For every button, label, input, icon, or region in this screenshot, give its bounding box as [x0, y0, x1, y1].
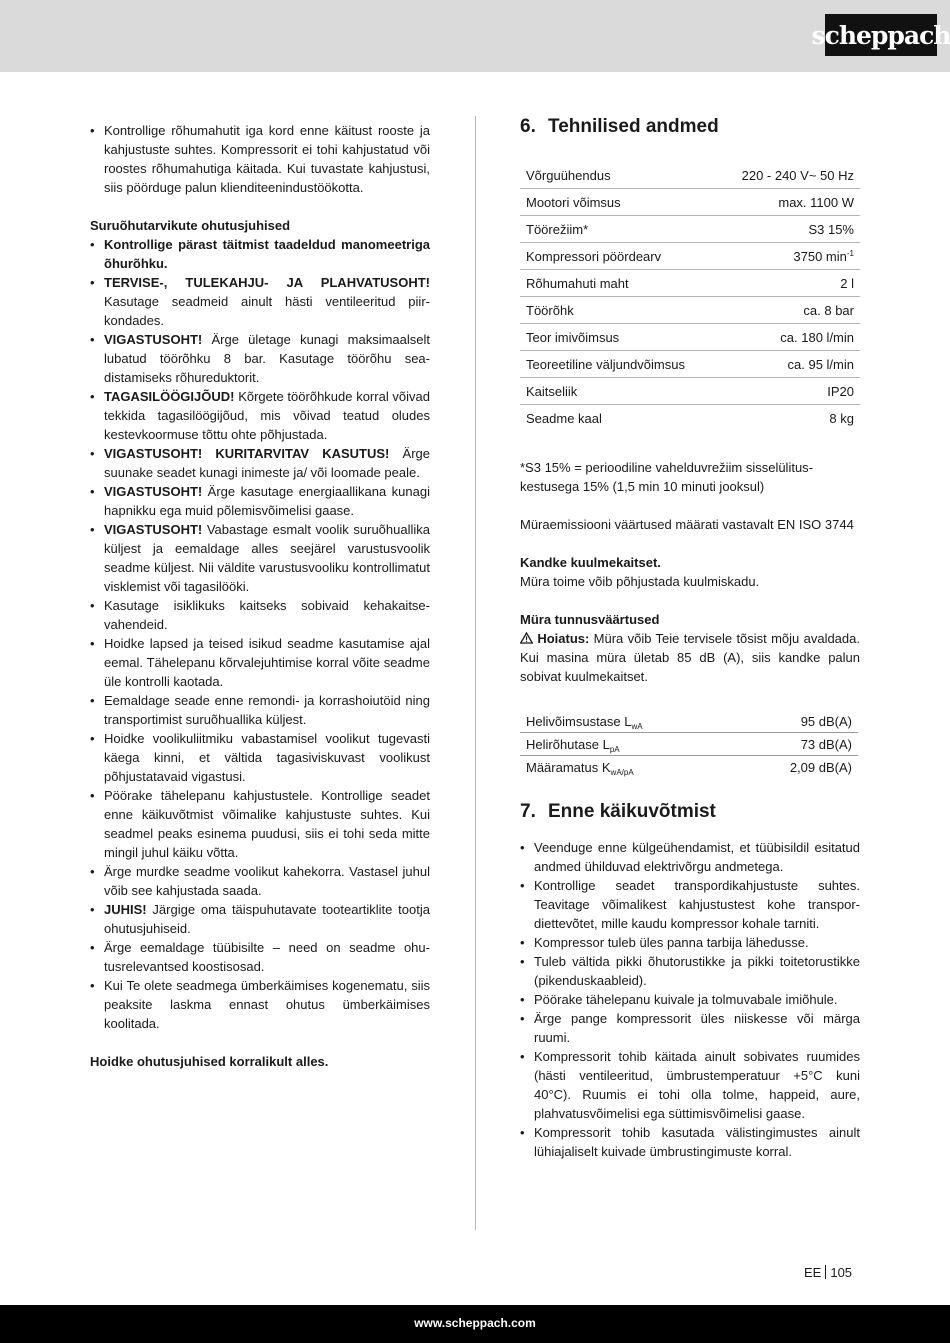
ear-protection-text: Müra toime võib põhjustada kuulmiskadu. — [520, 574, 760, 589]
footer-url: www.scheppach.com — [414, 1316, 536, 1330]
safety-list — [90, 235, 430, 1033]
noise-warning: Hoiatus: Müra võib Teie tervisele tõsist mõju avaldada. Kui masina müra ületab 85 dB (A), siis kandke palun sobivat kuulmekaitset. — [520, 631, 860, 684]
noise-standard: Müraemissiooni väärtused määrati vastavalt EN ISO 3744 — [520, 517, 854, 532]
list-item: • Kontrollige rõhumahutit iga kord enne käitust rooste ja kahjustuste suhtes. Kompressorit ei tohi kahjustatud või roostes rõhumahutiga käitada. Kui tuvastate kahjustusi, siis pöörduge palun klienditeenindustöökotta. — [90, 121, 430, 197]
table-row: Kaitseliik IP20 — [520, 378, 860, 405]
list-item: • VIGASTUSOHT! Ärge kasutage energiaallikana kunagi hapnikku ega muid põlemisvõimelisi gaase. — [90, 482, 430, 520]
table-row: Töörõhk ca. 8 bar — [520, 297, 860, 324]
table-row: Kompressori pöördearv 3750 $\min^{-1}$ — [520, 243, 860, 270]
table-row: Helirõhutase $L_{pA}$ 73 dB(A) — [520, 733, 858, 756]
ear-protection-heading: Kandke kuulmekaitset. — [520, 555, 661, 570]
list-item: • Pöörake tähelepanu kahjustustele. Kontrollige seadet enne käikuvõtmist võimalike kahjustuste suhtes. Kui seadmel peaks esinema puudusi, siis ei tohi seda mitte mingil juhul käiku võtta. — [90, 786, 430, 862]
list-item: • TERVISE-, TULEKAHJU- JA PLAHVATUSOHT! Kasutage seadmeid ainult hästi ventileeritud piirkondades. — [90, 273, 430, 330]
list-item: • VIGASTUSOHT! Ärge ületage kunagi maksimaalselt lubatud töörõhku 8 bar. Kasutage töörõhu seadistamiseks rõhureduktorit. — [90, 330, 430, 387]
footnote: *S3 15% = perioodiline vahelduvrežiim sisselülituskestusega 15% (1,5 min 10 minuti jooksul) — [520, 460, 814, 494]
section-7-heading: 7. Enne käikuvõtmist — [520, 801, 716, 822]
footer-band — [0, 1305, 950, 1343]
list-item: • VIGASTUSOHT! Vabastage esmalt voolik suruõhuallika küljest ja eemaldage alles seejärel varustusvoolik seadme küljest. Nii väldite varustusvooliku kontrollimatut visklemist või tagasilööki. — [90, 520, 430, 596]
list-item: • Ärge pange kompressorit üles niiskesse või märga ruumi. — [520, 1009, 860, 1047]
list-item: • Ärge eemaldage tüübisilte – need on seadme ohutusrelevantsed koostisosad. — [90, 938, 430, 976]
list-item: • Tuleb vältida pikki õhutorustikke ja pikki toitetorustikke (pikenduskaableid). — [520, 952, 860, 990]
list-item: • Kasutage isiklikuks kaitseks sobivaid kehakaitsevahendeid. — [90, 596, 430, 634]
list-item: • Kompressor tuleb üles panna tarbija lähedusse. — [520, 933, 860, 952]
list-item: • Kompressorit tohib käitada ainult sobivates ruumides (hästi ventileeritud, ümbrustemperatuur +5°C kuni 40°C). Ruumis ei tohi olla tolme, happeid, aure, plahvatusvõimelisi ega süttimisvõimelisi gaase. — [520, 1047, 860, 1123]
list-item: • Kontrollige seadet transpordikahjustuste suhtes. Teavitage võimalikest kahjustustest kohe transpordiettevõtet, mille kaudu kompressor kohale tarniti. — [520, 876, 860, 933]
spec-table — [520, 162, 860, 431]
table-row: Määramatus $K_{wA/pA}$ 2,09 dB(A) — [526, 759, 852, 777]
list-item: • Eemaldage seade enne remondi- ja korrashoiutöid ning transportimist suruõhuallika küljest. — [90, 691, 430, 729]
list-item: • TAGASILÖÖGIJÕUD! Kõrgete töörõhkude korral võivad tekkida tagasilöögijõud, mis võivad teatud oludes kestevkoormuse tõttu ohte põhjustada. — [90, 387, 430, 444]
safety-heading: Suruõhutarvikute ohutusjuhised — [90, 218, 291, 233]
list-item: • Ärge murdke seadme voolikut kahekorra. Vastasel juhul võib see kahjustada saada. — [90, 862, 430, 900]
list-item: • Kui Te olete seadmega ümberkäimises kogenematu, siis peaksite laskma ennast ohutus ümberkäimises koolitada. — [90, 976, 430, 1033]
table-row: Töörežiim* S3 15% — [520, 216, 860, 243]
table-row: Teoreetiline väljundvõimsus ca. 95 l/min — [520, 351, 860, 378]
table-row: Seadme kaal 8 kg — [526, 410, 854, 426]
list-item: • Kompressorit tohib kasutada välistingimustes ainult lühiajaliselt kuivade ümbrustingimuste korral. — [520, 1123, 860, 1161]
list-item: • VIGASTUSOHT! KURITARVITAV KASUTUS! Ärge suunake seadet kunagi inimeste ja/ või loomade peale. — [90, 444, 430, 482]
list-item: • Veenduge enne külgeühendamist, et tüübisildil esitatud andmed ühilduvad elektrivõrgu andmetega. — [520, 838, 860, 876]
right-column — [520, 113, 860, 1161]
intro-list — [90, 121, 430, 197]
list-item: • Hoidke voolikuliitmiku vabastamisel voolikut tugevasti käega kinni, et vältida tagasiviskuvast voolikust põhjustatavaid vigastusi. — [90, 729, 430, 786]
column-divider — [475, 116, 476, 1230]
list-item: • Hoidke lapsed ja teised isikud seadme kasutamise ajal eemal. Tähelepanu kõrvalejuhtimise korral võite seadme üle kontrolli kaotada. — [90, 634, 430, 691]
list-item: • Kontrollige pärast täitmist taadeldud manomeetriga õhurõhku. — [90, 235, 430, 273]
noise-heading: Müra tunnusväärtused — [520, 612, 660, 627]
table-row: Võrguühendus 220 - 240 V~ 50 Hz — [520, 162, 860, 189]
table-row: Teor imivõimsus ca. 180 l/min — [520, 324, 860, 351]
table-row: Helivõimsustase $L_{wA}$ 95 dB(A) — [520, 710, 858, 733]
closing-note: Hoidke ohutusjuhised korralikult alles. — [90, 1054, 329, 1069]
list-item: • Pöörake tähelepanu kuivale ja tolmuvabale imiõhule. — [520, 990, 860, 1009]
warning-triangle-icon — [520, 632, 533, 644]
header-band — [0, 0, 950, 72]
list-item: • JUHIS! Järgige oma täispuhutavate tooteartiklite tootja ohutusjuhiseid. — [90, 900, 430, 938]
left-column — [90, 121, 430, 1071]
noise-table — [520, 710, 858, 778]
section-6-heading: 6. Tehnilised andmed — [520, 116, 719, 137]
page-number: EE 105 — [804, 1265, 853, 1280]
table-row: Mootori võimsus max. 1100 W — [520, 189, 860, 216]
commissioning-list — [520, 838, 860, 1161]
brand-logo: scheppach — [825, 14, 937, 56]
table-row: Rõhumahuti maht 2 l — [520, 270, 860, 297]
